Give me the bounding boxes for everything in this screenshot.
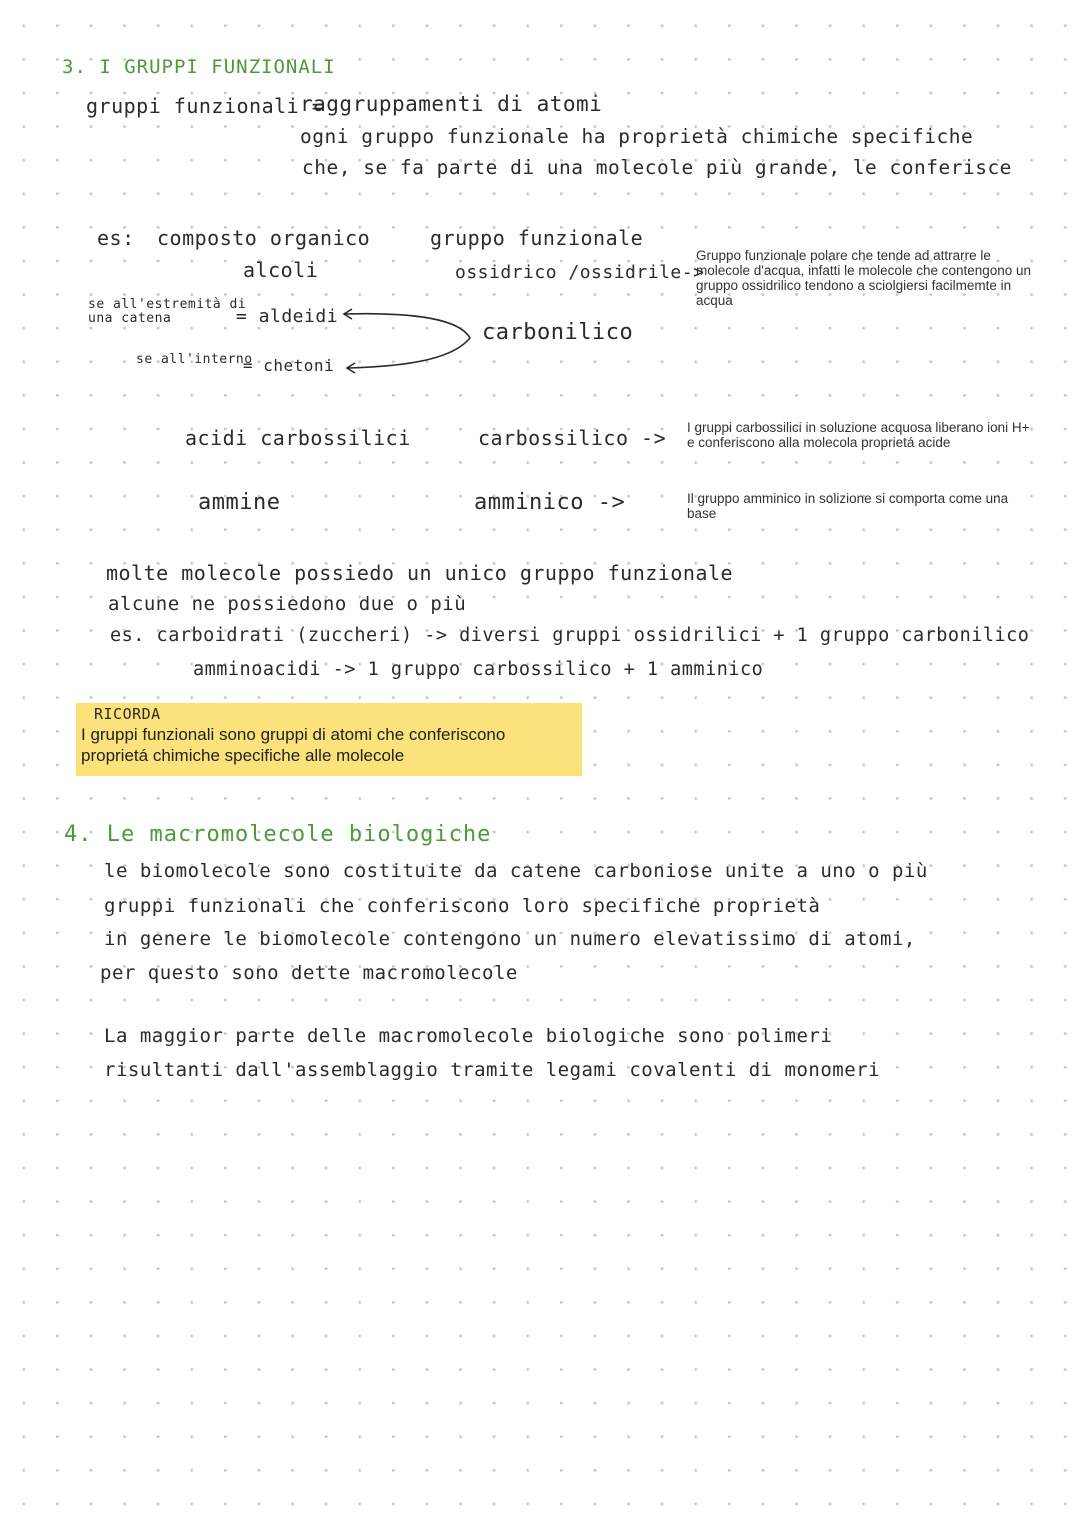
compound-ammine: ammine xyxy=(198,490,281,515)
definition-line-2: ogni gruppo funzionale ha proprietà chimiche specifiche xyxy=(300,125,974,148)
group-amminico: amminico -> xyxy=(474,490,626,515)
compound-chetoni: = chetoni xyxy=(243,356,335,375)
condition-aldeidi: se all'estremità di una catena xyxy=(88,297,247,326)
section-3-title: 3. I GRUPPI FUNZIONALI xyxy=(62,56,336,78)
ricorda-label: RICORDA xyxy=(94,705,161,723)
compound-acidi: acidi carbossilici xyxy=(185,426,411,450)
ricorda-text: I gruppi funzionali sono gruppi di atomi che conferiscono proprietá chimiche specifiche alle molecole xyxy=(81,725,506,765)
compound-aldeidi: = aldeidi xyxy=(236,306,339,327)
s4-p1-line-2: gruppi funzionali che conferiscono loro specifiche proprietà xyxy=(104,895,821,917)
note-amminico: Il gruppo amminico in solizione si comporta come una base xyxy=(687,491,1009,521)
molecules-line-2: alcune ne possiedono due o più xyxy=(108,593,467,615)
compound-alcoli: alcoli xyxy=(243,258,319,282)
molecules-line-1: molte molecole possiedo un unico gruppo funzionale xyxy=(106,561,734,585)
group-ossidrico: ossidrico /ossidrile-> xyxy=(455,262,705,283)
s4-p1-line-3: in genere le biomolecole contengono un numero elevatissimo di atomi, xyxy=(104,928,916,950)
note-ossidrico: Gruppo funzionale polare che tende ad attrarre le molecole d'acqua, infatti le molecole che contengono un gruppo ossidrilico tendono a sciolgiersi facilmemte in acqua xyxy=(696,248,1032,308)
group-carbossilico: carbossilico -> xyxy=(478,426,667,450)
group-carbonilico: carbonilico xyxy=(482,320,634,345)
example-prefix: es: xyxy=(97,226,135,250)
molecules-line-4: amminoacidi -> 1 gruppo carbossilico + 1 amminico xyxy=(193,659,764,680)
s4-p2-line-2: risultanti dall'assemblaggio tramite legami covalenti di monomeri xyxy=(104,1059,881,1081)
note-carbossilico: I gruppi carbossilici in soluzione acquosa liberano ioni H+ e conferiscono alla molecola proprietá acide xyxy=(687,420,1030,450)
s4-p2-line-1: La maggior parte delle macromolecole biologiche sono polimeri xyxy=(104,1025,833,1047)
s4-p1-line-4: per questo sono dette macromolecole xyxy=(100,962,518,984)
molecules-line-3: es. carboidrati (zuccheri) -> diversi gruppi ossidrilici + 1 gruppo carbonilico xyxy=(110,625,1030,646)
group-header: gruppo funzionale xyxy=(430,226,644,250)
compound-header: composto organico xyxy=(157,226,371,250)
definition-line-3: che, se fa parte di una molecole più grande, le conferisce xyxy=(302,156,1012,179)
section-4-title: 4. Le macromolecole biologiche xyxy=(64,822,492,847)
definition-term: gruppi funzionali = xyxy=(86,94,325,118)
condition-chetoni: se all'interno xyxy=(136,352,253,367)
definition-text: raggruppamenti di atomi xyxy=(300,92,603,116)
s4-p1-line-1: le biomolecole sono costituite da catene carboniose unite a uno o più xyxy=(104,860,928,882)
